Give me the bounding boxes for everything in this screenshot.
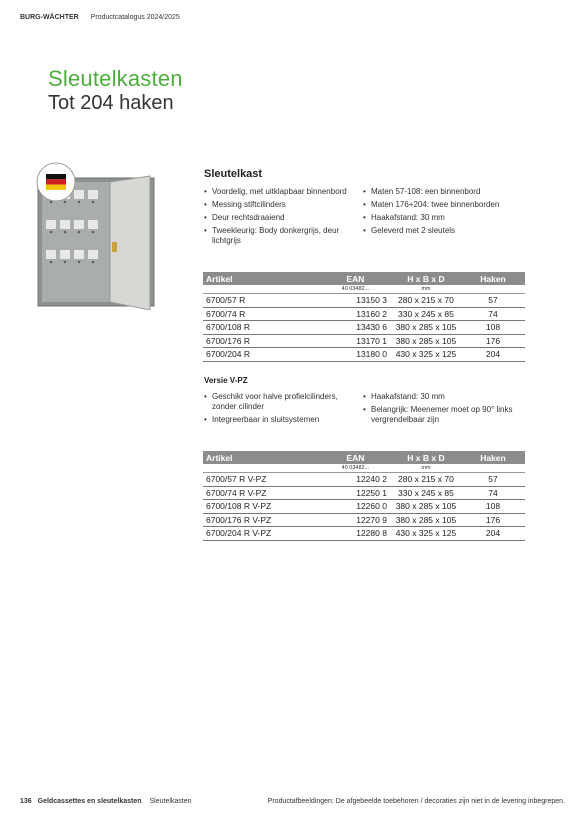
cell-hooks: 74 (461, 486, 525, 500)
cell-dims: 330 x 245 x 85 (391, 307, 461, 321)
cell-ean: 13160 2 (320, 307, 391, 321)
cell-hooks: 204 (461, 348, 525, 362)
ean-prefix: 40 03482... (320, 464, 391, 473)
cell-ean: 13180 0 (320, 348, 391, 362)
quality-badge-icon (37, 163, 75, 201)
table-row (203, 334, 525, 348)
cell-dims: 380 x 285 x 105 (391, 500, 461, 514)
page-subtitle: Tot 204 haken (48, 92, 174, 114)
col-header-dims: H x B x D (391, 272, 461, 285)
cell-dims: 380 x 285 x 105 (391, 321, 461, 335)
table-row (203, 348, 525, 362)
cell-ean: 12240 2 (320, 473, 391, 487)
feature-item: • Tweekleurig: Body donkergrijs, deur lichtgrijs (204, 226, 354, 246)
footer-subsection: Sleutelkasten (149, 798, 192, 805)
col-header-article: Artikel (203, 272, 320, 285)
cell-ean: 12250 1 (320, 486, 391, 500)
dims-unit: mm (391, 464, 461, 473)
table-row (203, 473, 525, 487)
spec-table-vpz (203, 451, 525, 541)
table-row (203, 500, 525, 514)
key-cabinet-image (34, 160, 164, 310)
brand-name: BURG-WÄCHTER (20, 14, 79, 21)
table-row (203, 527, 525, 541)
footer-note: Productafbeeldingen: De afgebeelde toebehoren / decoraties zijn niet in de levering inbegrepen. (267, 798, 565, 805)
cell-hooks: 204 (461, 527, 525, 541)
col-header-ean: EAN (320, 272, 391, 285)
vpz-features-right (363, 392, 523, 428)
feature-item: • Messing stiftcilinders (204, 200, 354, 210)
cell-hooks: 74 (461, 307, 525, 321)
cell-article: 6700/204 R V-PZ (203, 527, 320, 541)
catalog-name: Productcatalogus 2024/2025 (90, 14, 180, 21)
cell-dims: 280 x 215 x 70 (391, 473, 461, 487)
features-left (204, 187, 354, 249)
spec-table-standard (203, 272, 525, 362)
cell-article: 6700/108 R V-PZ (203, 500, 320, 514)
cell-article: 6700/108 R (203, 321, 320, 335)
feature-item: • Haakafstand: 30 mm (363, 213, 523, 223)
cell-hooks: 176 (461, 513, 525, 527)
col-header-article: Artikel (203, 451, 320, 464)
cell-ean: 13150 3 (320, 294, 391, 308)
cell-hooks: 176 (461, 334, 525, 348)
col-header-hooks: Haken (461, 272, 525, 285)
table-row (203, 513, 525, 527)
cell-article: 6700/74 R V-PZ (203, 486, 320, 500)
table-row (203, 307, 525, 321)
feature-item: • Integreerbaar in sluitsystemen (204, 415, 354, 425)
cell-ean: 12260 0 (320, 500, 391, 514)
table-row (203, 321, 525, 335)
page-footer (20, 798, 565, 805)
cell-ean: 13170 1 (320, 334, 391, 348)
col-header-ean: EAN (320, 451, 391, 464)
cell-dims: 430 x 325 x 125 (391, 348, 461, 362)
cell-dims: 330 x 245 x 85 (391, 486, 461, 500)
feature-item: • Geschikt voor halve profielcilinders, zonder cilinder (204, 392, 354, 412)
ean-prefix: 40 03482... (320, 285, 391, 294)
cell-article: 6700/57 R (203, 294, 320, 308)
table-row (203, 486, 525, 500)
cell-dims: 280 x 215 x 70 (391, 294, 461, 308)
feature-item: • Deur rechtsdraaiend (204, 213, 354, 223)
feature-item: • Maten 57-108: een binnenbord (363, 187, 523, 197)
page-number: 136 (20, 798, 32, 805)
cell-hooks: 57 (461, 294, 525, 308)
page-title: Sleutelkasten (48, 66, 183, 91)
cell-article: 6700/74 R (203, 307, 320, 321)
cell-article: 6700/57 R V-PZ (203, 473, 320, 487)
feature-item: • Geleverd met 2 sleutels (363, 226, 523, 236)
feature-item: • Voordelig, met uitklapbaar binnenbord (204, 187, 354, 197)
cell-ean: 12270 9 (320, 513, 391, 527)
section-title-sleutelkast: Sleutelkast (204, 168, 263, 180)
section-title-versie-vpz: Versie V-PZ (204, 376, 248, 385)
dims-unit: mm (391, 285, 461, 294)
footer-section: Geldcassettes en sleutelkasten (37, 798, 142, 805)
cell-hooks: 108 (461, 500, 525, 514)
features-right (363, 187, 523, 239)
cell-article: 6700/176 R V-PZ (203, 513, 320, 527)
vpz-features-left (204, 392, 354, 428)
feature-item: • Maten 176+204: twee binnenborden (363, 200, 523, 210)
cell-dims: 380 x 285 x 105 (391, 513, 461, 527)
cell-ean: 13430 6 (320, 321, 391, 335)
cell-hooks: 57 (461, 473, 525, 487)
cell-dims: 430 x 325 x 125 (391, 527, 461, 541)
feature-item: • Haakafstand: 30 mm (363, 392, 523, 402)
feature-item: • Belangrijk: Meenemer moet op 90° links vergrendelbaar zijn (363, 405, 523, 425)
col-header-hooks: Haken (461, 451, 525, 464)
cell-article: 6700/204 R (203, 348, 320, 362)
cell-dims: 380 x 285 x 105 (391, 334, 461, 348)
col-header-dims: H x B x D (391, 451, 461, 464)
cell-hooks: 108 (461, 321, 525, 335)
cell-ean: 12280 8 (320, 527, 391, 541)
cell-article: 6700/176 R (203, 334, 320, 348)
page-header (20, 14, 180, 21)
table-row (203, 294, 525, 308)
